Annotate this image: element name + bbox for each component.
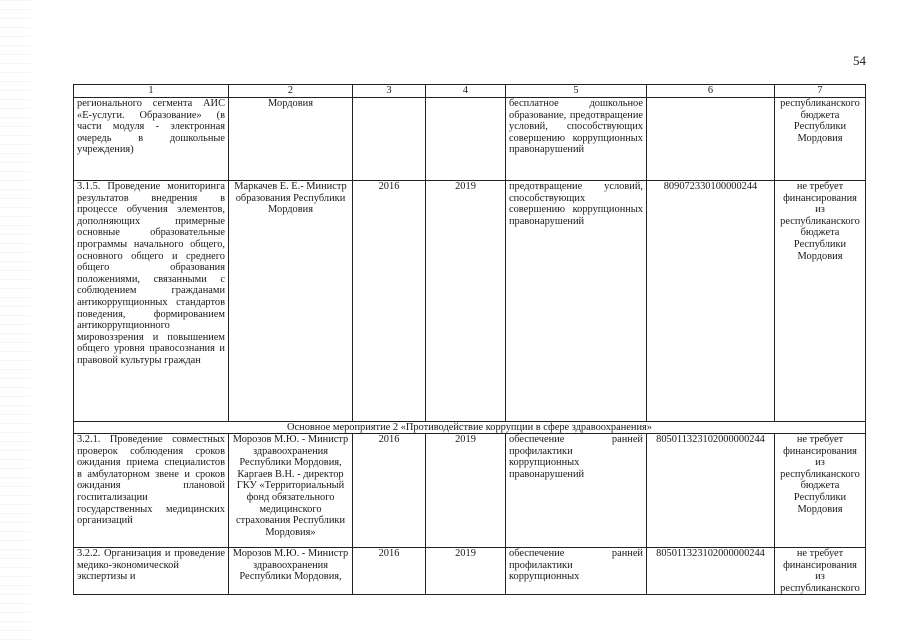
financing-cell: не требует финансирования из республиканского	[775, 548, 866, 595]
table-row	[74, 434, 866, 548]
end-year-cell: 2019	[426, 181, 506, 422]
end-year-cell: 2019	[426, 548, 506, 595]
responsible-cell: Маркачев Е. Е.- Министр образования Республики Мордовия	[229, 181, 353, 422]
responsible-cell: Мордовия	[229, 98, 353, 181]
end-year-cell	[426, 98, 506, 181]
financing-cell: не требует финансирования из республиканского бюджета Республики Мордовия	[775, 434, 866, 548]
scan-edge-artifact	[0, 0, 30, 640]
document-table	[73, 84, 866, 595]
column-header: 4	[426, 85, 506, 98]
header-row	[74, 85, 866, 98]
expected-result-cell: предотвращение условий, способствующих совершению коррупционных правонарушений	[506, 181, 647, 422]
column-header: 1	[74, 85, 229, 98]
table-row	[74, 98, 866, 181]
section-row	[74, 422, 866, 434]
start-year-cell: 2016	[353, 548, 426, 595]
column-header: 7	[775, 85, 866, 98]
budget-code-cell: 805011323102000000244	[647, 434, 775, 548]
activity-cell: 3.1.5. Проведение мониторинга результатов внедрения в процессе обучения элементов, дополняющих примерные основные образовательные программы начального общего, основного общего и среднего общего образования положениями, связанными с соблюдением гражданами антикоррупционных стандартов поведения, формированием антикоррупционного мировоззрения и повышением общего уровня правосознания и правовой культуры граждан	[74, 181, 229, 422]
financing-cell: республиканского бюджета Республики Мордовия	[775, 98, 866, 181]
table-row	[74, 181, 866, 422]
expected-result-cell: обеспечение ранней профилактики коррупционных	[506, 548, 647, 595]
column-header: 6	[647, 85, 775, 98]
column-header: 2	[229, 85, 353, 98]
page-number: 54	[853, 53, 866, 68]
budget-code-cell: 805011323102000000244	[647, 548, 775, 595]
section-title: Основное мероприятие 2 «Противодействие коррупции в сфере здравоохранения»	[74, 422, 866, 434]
end-year-cell: 2019	[426, 434, 506, 548]
table-row	[74, 548, 866, 595]
responsible-cell: Морозов М.Ю. - Министр здравоохранения Республики Мордовия,	[229, 548, 353, 595]
activity-cell: регионального сегмента АИС «Е-услуги. Образование» (в части модуля - электронная очередь в дошкольные учреждения)	[74, 98, 229, 181]
start-year-cell: 2016	[353, 181, 426, 422]
expected-result-cell: обеспечение ранней профилактики коррупционных правонарушений	[506, 434, 647, 548]
financing-cell: не требует финансирования из республиканского бюджета Республики Мордовия	[775, 181, 866, 422]
column-header: 3	[353, 85, 426, 98]
budget-code-cell: 809072330100000244	[647, 181, 775, 422]
start-year-cell	[353, 98, 426, 181]
column-header: 5	[506, 85, 647, 98]
start-year-cell: 2016	[353, 434, 426, 548]
expected-result-cell: бесплатное дошкольное образование, предотвращение условий, способствующих совершению коррупционных правонарушений	[506, 98, 647, 181]
activity-cell: 3.2.1. Проведение совместных проверок соблюдения сроков ожидания приема специалистов в амбулаторном звене и сроков ожидания плановой госпитализации государственных медицинских организаций	[74, 434, 229, 548]
budget-code-cell	[647, 98, 775, 181]
activity-cell: 3.2.2. Организация и проведение медико-экономической экспертизы и	[74, 548, 229, 595]
responsible-cell: Морозов М.Ю. - Министр здравоохранения Республики Мордовия, Каргаев В.Н. - директор ГКУ «Территориальный фонд обязательного медицинского страхования Республики Мордовия»	[229, 434, 353, 548]
